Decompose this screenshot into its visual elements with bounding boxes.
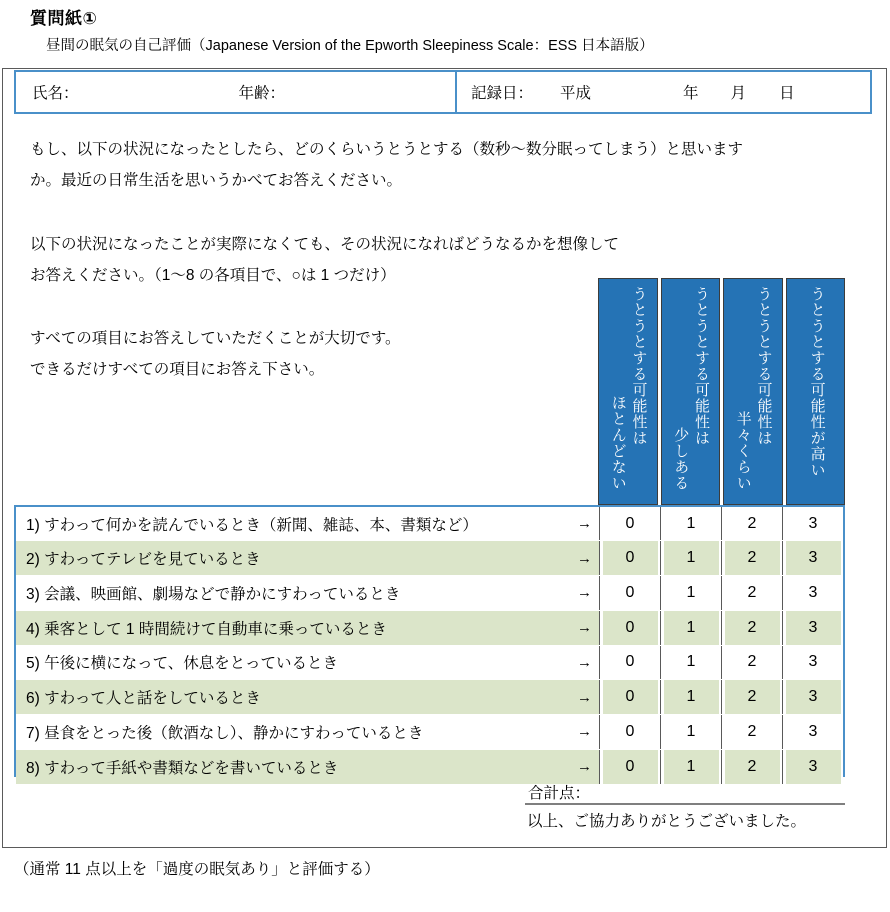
question-text: 5) 午後に横になって、休息をとっているとき [26, 655, 338, 673]
text-line: できるだけすべての項目にお答え下さい。 [30, 361, 325, 378]
score-column-header-0 [598, 278, 658, 505]
score-cell-0[interactable]: 0 [599, 576, 660, 610]
score-cell-2[interactable]: 2 [721, 611, 782, 645]
table-row [16, 645, 843, 680]
question-text: 1) すわって何かを読んでいるとき（新聞、雑誌、本、書類など） [26, 516, 478, 534]
text-line: 以下の状況になったことが実際になくても、その状況になればどうなるかを想像して [30, 236, 620, 253]
score-cell-3[interactable]: 3 [782, 715, 843, 749]
score-cell-0[interactable]: 0 [599, 541, 660, 575]
score-cell-0[interactable]: 0 [599, 507, 660, 540]
header-sub-text: ほとんどない [609, 395, 627, 491]
arrow-icon: → [577, 549, 592, 567]
score-cell-3[interactable]: 3 [782, 576, 843, 610]
header-sub-text: 少しある [672, 427, 690, 491]
score-cell-2[interactable]: 2 [721, 576, 782, 610]
thanks-text: 以上、ご協力ありがとうございました。 [527, 813, 807, 830]
score-cell-3[interactable]: 3 [782, 680, 843, 714]
question-text: 4) 乗客として 1 時間続けて自動車に乗っているとき [26, 620, 387, 638]
header-main-text: うとうとする可能性は [693, 286, 710, 446]
arrow-icon: → [577, 723, 592, 741]
table-row [16, 679, 843, 714]
header-main-text: うとうとする可能性は [630, 286, 648, 446]
score-column-headers [598, 278, 845, 505]
questions-table [14, 505, 845, 777]
instruction-paragraph-3 [30, 323, 400, 385]
arrow-icon: → [577, 584, 592, 602]
score-cell-3[interactable]: 3 [782, 646, 843, 680]
score-cell-1[interactable]: 1 [660, 576, 721, 610]
day-label: 日 [779, 85, 795, 102]
text-line: すべての項目にお答えしていただくことが大切です。 [30, 330, 401, 347]
question-text: 2) すわってテレビを見ているとき [26, 551, 261, 569]
score-cell-0[interactable]: 0 [599, 611, 660, 645]
score-cell-2[interactable]: 2 [721, 507, 782, 540]
score-cell-1[interactable]: 1 [660, 611, 721, 645]
question-cell [16, 750, 599, 784]
table-row [16, 714, 843, 749]
month-label: 月 [730, 85, 747, 102]
score-cell-2[interactable]: 2 [721, 715, 782, 749]
name-label: 氏名： [32, 85, 79, 102]
score-cell-3[interactable]: 3 [782, 611, 843, 645]
year-label: 年 [683, 85, 699, 102]
page-subtitle: 昼間の眠気の自己評価（Japanese Version of the Epworth Sleepiness Scale：ESS 日本語版） [46, 38, 654, 54]
table-row [16, 540, 843, 575]
score-column-header-3 [786, 278, 846, 505]
score-cell-0[interactable]: 0 [599, 646, 660, 680]
text-line: もし、以下の状況になったとしたら、どのくらいうとうとする（数秒～数分眠ってしまう）と思います [30, 141, 744, 158]
arrow-icon: → [577, 758, 592, 776]
table-row [16, 507, 843, 540]
record-date-section [457, 72, 870, 112]
score-cell-2[interactable]: 2 [721, 646, 782, 680]
arrow-icon: → [577, 653, 592, 671]
score-cell-1[interactable]: 1 [660, 680, 721, 714]
score-cell-1[interactable]: 1 [660, 541, 721, 575]
question-cell [16, 576, 599, 610]
score-cell-2[interactable]: 2 [721, 541, 782, 575]
page-title: 質問紙① [30, 9, 98, 28]
question-cell [16, 541, 599, 575]
header-main-text: うとうとする可能性は [755, 286, 773, 446]
total-score-label: 合計点： [528, 785, 591, 802]
form-header-box [14, 70, 872, 114]
score-cell-2[interactable]: 2 [721, 680, 782, 714]
arrow-icon: → [577, 619, 592, 637]
question-cell [16, 611, 599, 645]
table-row [16, 575, 843, 610]
score-cell-3[interactable]: 3 [782, 541, 843, 575]
text-line: お答えください。（1～8 の各項目で、○は 1 つだけ） [30, 267, 396, 284]
name-age-section [16, 72, 457, 112]
score-cell-2[interactable]: 2 [721, 750, 782, 784]
score-column-header-1 [661, 278, 721, 505]
era-label: 平成 [560, 85, 592, 102]
header-main-text: うとうとする可能性が高い [808, 286, 826, 478]
score-cell-0[interactable]: 0 [599, 715, 660, 749]
score-cell-0[interactable]: 0 [599, 750, 660, 784]
question-cell [16, 680, 599, 714]
question-text: 3) 会議、映画館、劇場などで静かにすわっているとき [26, 585, 401, 603]
question-cell [16, 646, 599, 680]
scoring-note: （通常 11 点以上を「過度の眠気あり」と評価する） [14, 861, 380, 878]
table-row [16, 610, 843, 645]
score-cell-0[interactable]: 0 [599, 680, 660, 714]
score-cell-3[interactable]: 3 [782, 750, 843, 784]
date-label: 記録日： [471, 85, 534, 102]
arrow-icon: → [577, 515, 592, 533]
instruction-paragraph-1 [30, 134, 743, 196]
arrow-icon: → [577, 688, 592, 706]
total-score-line [525, 803, 845, 805]
table-row [16, 749, 843, 784]
score-column-header-2 [723, 278, 783, 505]
score-cell-1[interactable]: 1 [660, 715, 721, 749]
instruction-paragraph-2 [30, 229, 619, 291]
score-cell-1[interactable]: 1 [660, 507, 721, 540]
text-line: か。最近の日常生活を思いうかべてお答えください。 [30, 172, 403, 189]
question-text: 6) すわって人と話をしているとき [26, 690, 261, 708]
question-text: 8) すわって手紙や書類などを書いているとき [26, 759, 339, 777]
age-label: 年齢： [238, 85, 286, 102]
question-text: 7) 昼食をとった後（飲酒なし）、静かにすわっているとき [26, 724, 424, 742]
score-cell-3[interactable]: 3 [782, 507, 843, 540]
score-cell-1[interactable]: 1 [660, 750, 721, 784]
header-sub-text: 半々くらい [734, 411, 752, 491]
question-cell [16, 715, 599, 749]
score-cell-1[interactable]: 1 [660, 646, 721, 680]
question-cell [16, 507, 599, 540]
